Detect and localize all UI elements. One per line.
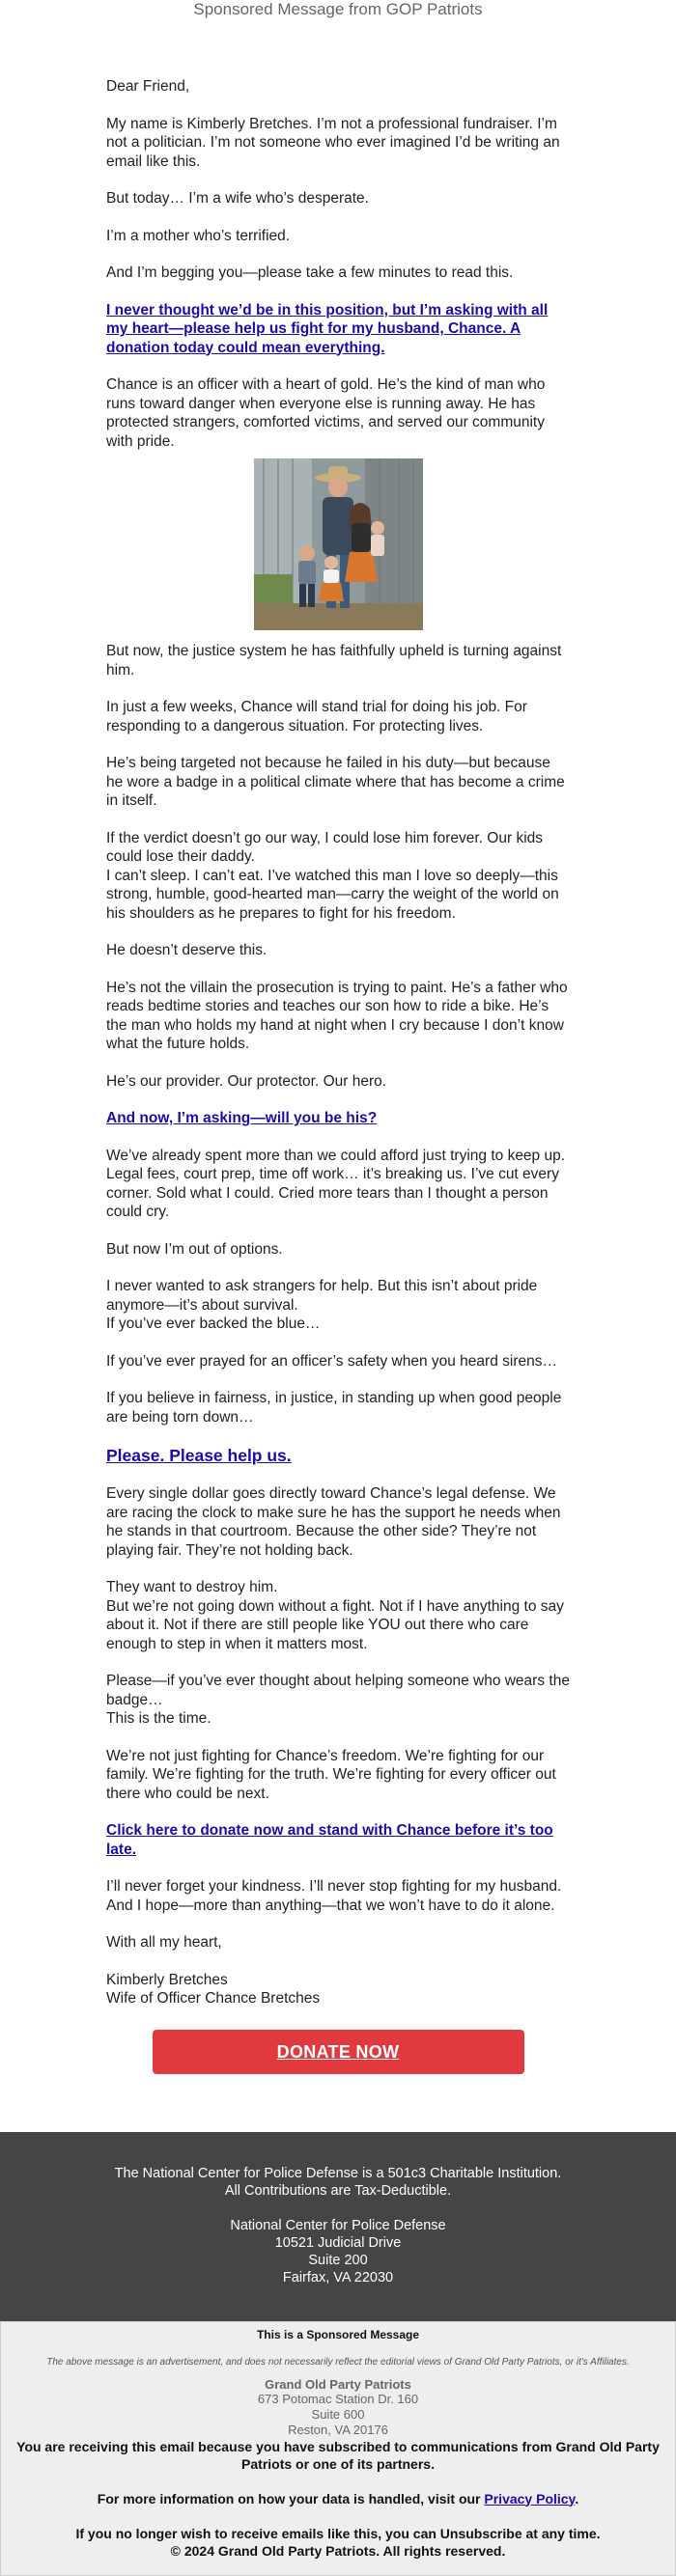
- letter-body: [0, 23, 676, 2008]
- signature-name: Kimberly Bretches: [106, 1971, 228, 1988]
- paragraph-line: They want to destroy him.: [106, 1579, 278, 1595]
- paragraph: But now, the justice system he has faithfully upheld is turning against him.: [106, 643, 562, 679]
- donation-link-please[interactable]: Please. Please help us.: [106, 1446, 292, 1465]
- paragraph: My name is Kimberly Bretches. I’m not a professional fundraiser. I’m not a politician. I’m not someone who ever imagined I’d be writing an email like this.: [106, 115, 560, 170]
- sponsor-org-name: Grand Old Party Patriots: [265, 2376, 411, 2392]
- legal-footer: [0, 2321, 676, 2576]
- subscription-notice: You are receiving this email because you have subscribed to communications from Grand Old Party Patriots or one of its partners.: [16, 2438, 660, 2472]
- sponsor-street: 673 Potomac Station Dr. 160: [257, 2391, 419, 2406]
- charity-city: Fairfax, VA 22030: [282, 2269, 394, 2285]
- privacy-prefix: For more information on how your data is handled, visit our: [97, 2490, 485, 2507]
- charity-address: [106, 2217, 570, 2286]
- paragraph-line: This is the time.: [106, 1710, 211, 1727]
- privacy-policy-link[interactable]: Privacy Policy: [484, 2490, 576, 2507]
- privacy-notice: [11, 2490, 665, 2507]
- paragraph: Every single dollar goes directly toward Chance’s legal defense. We are racing the clock to make sure he has the support he needs when he stands in that courtroom. Because the other side? They’re not playing fair. They’re not holding back.: [106, 1485, 561, 1559]
- paragraph-line: But we’re not going down without a fight. Not if I have anything to say about it. Not if there are still people like YOU out there who care enough to step in when it matters most.: [106, 1597, 564, 1652]
- paragraph: He’s not the villain the prosecution is trying to paint. He’s a father who reads bedtime stories and teaches our son how to ride a bike. He’s the man who holds my hand at night when I cry because I don’t know what the future holds.: [106, 979, 568, 1052]
- unsubscribe-notice: If you no longer wish to receive emails like this, you can Unsubscribe at any time.: [75, 2525, 601, 2541]
- privacy-suffix: .: [575, 2490, 579, 2507]
- paragraph-line: If you’ve ever backed the blue…: [106, 1316, 321, 1332]
- paragraph: [106, 829, 570, 924]
- sponsor-city: Reston, VA 20176: [288, 2422, 388, 2437]
- sponsored-heading: This is a Sponsored Message: [256, 2327, 420, 2341]
- greeting: Dear Friend,: [106, 78, 190, 95]
- copyright: © 2024 Grand Old Party Patriots. All rights reserved.: [170, 2542, 506, 2559]
- paragraph: And I’m begging you—please take a few minutes to read this.: [106, 264, 514, 281]
- charity-suite: Suite 200: [308, 2252, 368, 2268]
- charity-org-name: National Center for Police Defense: [230, 2217, 446, 2233]
- donate-now-button[interactable]: DONATE NOW: [153, 2030, 524, 2074]
- charity-street: 10521 Judicial Drive: [274, 2234, 402, 2251]
- donation-link-plea[interactable]: I never thought we’d be in this position, but I’m asking with all my heart—please help us fight for my husband, Chance. A donation today could mean everything.: [106, 301, 549, 356]
- paragraph: [106, 1672, 570, 1729]
- paragraph-line: I never wanted to ask strangers for help. But this isn’t about pride anymore—it’s about survival.: [106, 1278, 538, 1314]
- ad-disclaimer: The above message is an advertisement, and does not necessarily reflect the editorial views of Grand Old Party Patriots, or it's Affiliates.: [46, 2356, 630, 2368]
- sponsor-suite: Suite 600: [311, 2406, 365, 2422]
- paragraph-line: If the verdict doesn’t go our way, I could lose him forever. Our kids could lose their daddy.: [106, 829, 544, 865]
- paragraph: In just a few weeks, Chance will stand trial for doing his job. For responding to a dangerous situation. For protecting lives.: [106, 699, 527, 734]
- paragraph: I’ll never forget your kindness. I’ll never stop fighting for my husband. And I hope—more than anything—that we won’t have to do it alone.: [106, 1878, 562, 1914]
- sponsor-header: Sponsored Message from GOP Patriots: [193, 0, 483, 18]
- paragraph: But now I’m out of options.: [106, 1240, 283, 1258]
- paragraph: He’s our provider. Our protector. Our hero.: [106, 1072, 387, 1090]
- closing: With all my heart,: [106, 1934, 222, 1951]
- paragraph: If you’ve ever prayed for an officer’s safety when you heard sirens…: [106, 1352, 557, 1370]
- paragraph: I’m a mother who’s terrified.: [106, 227, 291, 244]
- donation-link-final[interactable]: Click here to donate now and stand with Chance before it’s too late.: [106, 1822, 553, 1858]
- paragraph: He doesn’t deserve this.: [106, 942, 268, 958]
- paragraph: If you believe in fairness, in justice, in standing up when good people are being torn down…: [106, 1390, 562, 1426]
- paragraph: Chance is an officer with a heart of gold. He’s the kind of man who runs toward danger when everyone else is running away. He has protected strangers, comforted victims, and served our community with pride.: [106, 376, 546, 450]
- charity-statement: The National Center for Police Defense is a 501c3 Charitable Institution. All Contributions are Tax-Deductible.: [114, 2165, 562, 2199]
- paragraph: We’re not just fighting for Chance’s freedom. We’re fighting for our family. We’re fighting for the truth. We’re fighting for every officer out there who could be next.: [106, 1747, 556, 1802]
- donation-link-ask[interactable]: And now, I’m asking—will you be his?: [106, 1110, 378, 1126]
- family-photo: [254, 458, 423, 630]
- signature: [106, 1971, 570, 2008]
- paragraph: [106, 1277, 570, 1334]
- charity-footer: [0, 2132, 676, 2321]
- paragraph-line: Please—if you’ve ever thought about helping someone who wears the badge…: [106, 1673, 570, 1708]
- paragraph: We’ve already spent more than we could afford just trying to keep up. Legal fees, court prep, time off work… it’s breaking us. I’ve cut every corner. Sold what I could. Cried more tears than I thought a person could cry.: [106, 1147, 566, 1220]
- paragraph-line: I can’t sleep. I can’t eat. I’ve watched this man I love so deeply—this strong, humble, good-hearted man—carry the weight of the world on his shoulders as he prepares to fight for his freedom.: [106, 867, 559, 922]
- donate-button-container: [0, 2008, 676, 2103]
- signature-title: Wife of Officer Chance Bretches: [106, 1990, 321, 2007]
- paragraph: [106, 1578, 570, 1653]
- paragraph: He’s being targeted not because he failed in his duty—but because he wore a badge in a political climate where that has become a crime in itself.: [106, 755, 565, 809]
- paragraph: But today… I’m a wife who’s desperate.: [106, 190, 369, 207]
